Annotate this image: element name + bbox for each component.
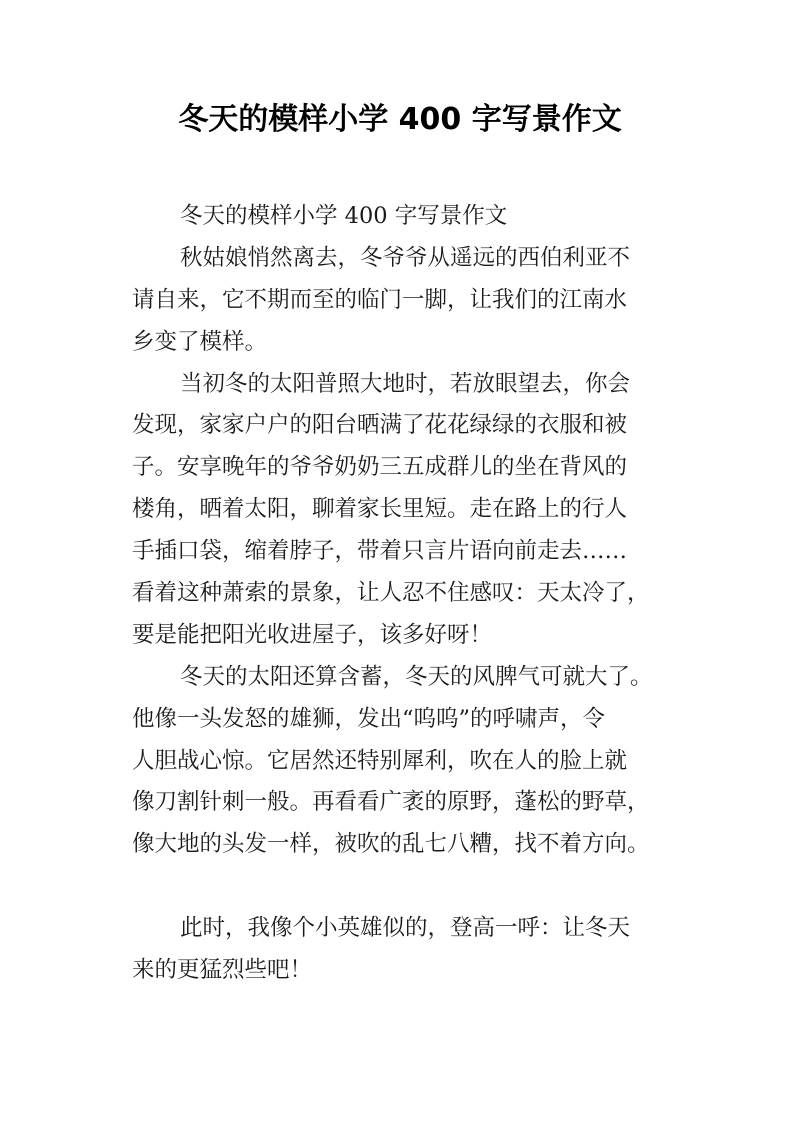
paragraph-3-line-4: 像刀割针刺一般。再看看广袤的原野，蓬松的野草， bbox=[132, 789, 650, 816]
paragraph-3-line-2: 他像一头发怒的雄狮，发出“呜呜”的呼啸声，令 bbox=[132, 705, 606, 732]
paragraph-1-line-2: 请自来，它不期而至的临门一脚，让我们的江南水 bbox=[132, 286, 628, 313]
paragraph-3-line-3: 人胆战心惊。它居然还特别犀利，吹在人的脸上就 bbox=[132, 747, 628, 774]
paragraph-1-line-3: 乡变了模样。 bbox=[132, 328, 268, 355]
paragraph-2-line-2: 发现，家家户户的阳台晒满了花花绿绿的衣服和被 bbox=[132, 412, 628, 439]
paragraph-2-line-7: 要是能把阳光收进屋子，该多好呀！ bbox=[132, 621, 493, 648]
document-body bbox=[132, 196, 680, 992]
subtitle-line: 冬天的模样小学 400 字写景作文 bbox=[180, 203, 508, 229]
paragraph-2-line-5: 手插口袋，缩着脖子，带着只言片语向前走去…… bbox=[132, 538, 628, 565]
paragraph-4-line-2: 来的更猛烈些吧！ bbox=[132, 957, 313, 984]
document-title: 冬天的模样小学 400 字写景作文 bbox=[178, 102, 622, 137]
paragraph-4-line-1: 此时，我像个小英雄似的，登高一呼：让冬天 bbox=[180, 915, 631, 942]
paragraph-3-line-5: 像大地的头发一样，被吹的乱七八糟，找不着方向。 bbox=[132, 831, 650, 858]
paragraph-2-line-3: 子。安享晚年的爷爷奶奶三五成群儿的坐在背风的 bbox=[132, 454, 628, 481]
blank-line bbox=[132, 866, 680, 908]
paragraph-2-line-1: 当初冬的太阳普照大地时，若放眼望去，你会 bbox=[180, 370, 631, 397]
paragraph-2-line-4: 楼角，晒着太阳，聊着家长里短。走在路上的行人 bbox=[132, 496, 628, 523]
paragraph-2-line-6: 看着这种萧索的景象，让人忍不住感叹：天太冷了， bbox=[132, 580, 650, 607]
paragraph-1-line-1: 秋姑娘悄然离去，冬爷爷从遥远的西伯利亚不 bbox=[180, 244, 631, 271]
paragraph-3-line-1: 冬天的太阳还算含蓄，冬天的风脾气可就大了。 bbox=[180, 663, 653, 690]
